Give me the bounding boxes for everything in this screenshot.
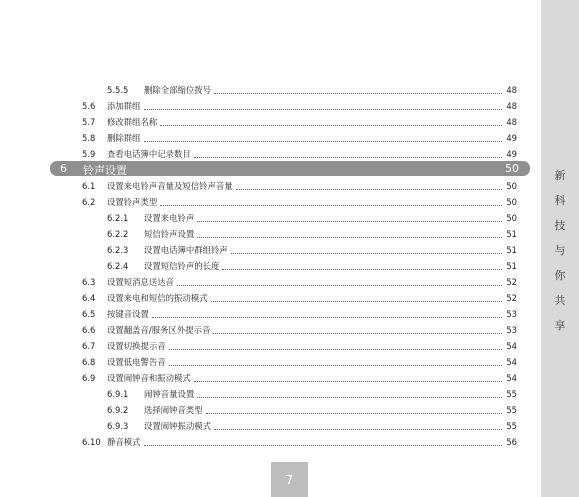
toc-entry[interactable] bbox=[82, 370, 517, 384]
side-char: 与 bbox=[554, 244, 566, 257]
toc-entry[interactable] bbox=[107, 386, 517, 400]
toc-entry[interactable] bbox=[82, 306, 517, 320]
toc-entry-number: 6.6 bbox=[82, 325, 96, 335]
toc-entry[interactable] bbox=[82, 114, 517, 128]
leader-dots bbox=[211, 300, 503, 302]
leader-dots bbox=[231, 252, 502, 254]
toc-entry-number: 5.6 bbox=[82, 101, 96, 111]
toc-entry-page: 56 bbox=[506, 437, 517, 447]
toc-entry-title: 按键音设置 bbox=[107, 309, 149, 319]
leader-dots bbox=[214, 92, 502, 94]
leader-dots bbox=[197, 220, 502, 222]
side-char: 享 bbox=[554, 319, 566, 332]
toc-entry-page: 49 bbox=[506, 133, 517, 143]
toc-entry[interactable] bbox=[107, 82, 517, 96]
toc-entry-title: 添加群组 bbox=[107, 101, 141, 111]
toc-entry-page: 55 bbox=[506, 389, 517, 399]
toc-entry-number: 6.9 bbox=[82, 373, 96, 383]
toc-entry-title: 设置来电铃声 bbox=[144, 213, 195, 223]
toc-entry-number: 6.9.2 bbox=[107, 405, 129, 415]
toc-entry-number: 6.9.3 bbox=[107, 421, 129, 431]
toc-entry-title: 设置铃声类型 bbox=[107, 197, 158, 207]
toc-entry-page: 50 bbox=[506, 213, 517, 223]
side-char: 技 bbox=[554, 219, 566, 232]
toc-entry-title: 设置电话簿中群组铃声 bbox=[144, 245, 228, 255]
toc-entry-page: 48 bbox=[506, 117, 517, 127]
toc-entry-title: 短信铃声设置 bbox=[144, 229, 195, 239]
side-bar bbox=[541, 0, 579, 497]
toc-entry-number: 5.5.5 bbox=[107, 85, 129, 95]
toc-entry-number: 6.2.1 bbox=[107, 213, 129, 223]
toc-entry-title: 修改群组名称 bbox=[107, 117, 158, 127]
toc-entry[interactable] bbox=[107, 226, 517, 240]
toc-entry-number: 6.5 bbox=[82, 309, 96, 319]
toc-entry[interactable] bbox=[82, 98, 517, 112]
toc-entry-title: 设置切换提示音 bbox=[107, 341, 166, 351]
toc-entry-page: 50 bbox=[506, 181, 517, 191]
toc-entry[interactable] bbox=[82, 290, 517, 304]
toc-entry[interactable] bbox=[107, 418, 517, 432]
toc-entry-title: 设置翻盖音/服务区外提示音 bbox=[107, 325, 211, 335]
leader-dots bbox=[197, 396, 502, 398]
toc-entry[interactable] bbox=[82, 274, 517, 288]
toc-entry-number: 6.10 bbox=[82, 437, 101, 447]
leader-dots bbox=[144, 444, 503, 446]
toc-entry-title: 设置来电铃声音量及短信铃声音量 bbox=[107, 181, 233, 191]
leader-dots bbox=[197, 236, 502, 238]
side-char: 你 bbox=[554, 269, 566, 282]
toc-entry-page: 48 bbox=[506, 101, 517, 111]
toc-entry-page: 53 bbox=[506, 325, 517, 335]
toc-entry-number: 6.2.3 bbox=[107, 245, 129, 255]
leader-dots bbox=[214, 428, 502, 430]
chapter-heading-bar[interactable] bbox=[50, 161, 530, 176]
chapter-page: 50 bbox=[505, 162, 519, 175]
leader-dots bbox=[194, 156, 502, 158]
toc-entry-page: 55 bbox=[506, 421, 517, 431]
page-number-box bbox=[271, 462, 308, 497]
toc-entry-number: 6.2.4 bbox=[107, 261, 129, 271]
toc-entry-page: 55 bbox=[506, 405, 517, 415]
toc-entry[interactable] bbox=[82, 130, 517, 144]
side-char: 共 bbox=[554, 294, 566, 307]
toc-entry-number: 6.8 bbox=[82, 357, 96, 367]
toc-entry-number: 5.8 bbox=[82, 133, 96, 143]
toc-entry-title: 删除全部缩位拨号 bbox=[144, 85, 211, 95]
leader-dots bbox=[160, 204, 502, 206]
toc-entry[interactable] bbox=[82, 434, 517, 448]
toc-entry-title: 设置低电警告音 bbox=[107, 357, 166, 367]
toc-entry-title: 设置短信铃声的长度 bbox=[144, 261, 220, 271]
toc-entry-page: 51 bbox=[506, 245, 517, 255]
toc-entry-title: 设置短消息送达音 bbox=[107, 277, 174, 287]
toc-entry-number: 6.2 bbox=[82, 197, 96, 207]
leader-dots bbox=[169, 348, 502, 350]
toc-entry-page: 49 bbox=[506, 149, 517, 159]
toc-entry-number: 6.9.1 bbox=[107, 389, 129, 399]
toc-entry-page: 51 bbox=[506, 261, 517, 271]
toc-entry-number: 6.7 bbox=[82, 341, 96, 351]
toc-entry[interactable] bbox=[82, 194, 517, 208]
leader-dots bbox=[222, 268, 502, 270]
toc-entry[interactable] bbox=[107, 402, 517, 416]
toc-entry-number: 6.3 bbox=[82, 277, 96, 287]
toc-entry-page: 48 bbox=[506, 85, 517, 95]
toc-entry-page: 50 bbox=[506, 197, 517, 207]
toc-entry-page: 52 bbox=[506, 293, 517, 303]
toc-entry[interactable] bbox=[82, 338, 517, 352]
toc-entry-page: 54 bbox=[506, 357, 517, 367]
toc-entry[interactable] bbox=[82, 178, 517, 192]
toc-entry[interactable] bbox=[107, 258, 517, 272]
toc-entry-title: 设置来电和短信的振动模式 bbox=[107, 293, 208, 303]
toc-entry-page: 54 bbox=[506, 341, 517, 351]
side-char: 科 bbox=[554, 194, 566, 207]
toc-entry-number: 5.7 bbox=[82, 117, 96, 127]
leader-dots bbox=[152, 316, 502, 318]
toc-entry-title: 选择闹钟音类型 bbox=[144, 405, 203, 415]
toc-entry[interactable] bbox=[107, 210, 517, 224]
toc-entry-page: 53 bbox=[506, 309, 517, 319]
leader-dots bbox=[160, 124, 502, 126]
chapter-number: 6 bbox=[60, 162, 67, 175]
toc-entry-number: 6.1 bbox=[82, 181, 96, 191]
leader-dots bbox=[169, 364, 502, 366]
side-char: 新 bbox=[554, 169, 566, 182]
toc-entry-page: 54 bbox=[506, 373, 517, 383]
toc-entry[interactable] bbox=[82, 354, 517, 368]
toc-entry-number: 5.9 bbox=[82, 149, 96, 159]
page-number: 7 bbox=[285, 472, 294, 487]
chapter-title: 铃声设置 bbox=[83, 164, 127, 177]
toc-entry-number: 6.4 bbox=[82, 293, 96, 303]
toc-entry-title: 静音模式 bbox=[107, 437, 141, 447]
toc-entry-title: 设置闹钟音和振动模式 bbox=[107, 373, 191, 383]
toc-entry-title: 设置闹钟振动模式 bbox=[144, 421, 211, 431]
leader-dots bbox=[206, 412, 502, 414]
toc-entry-title: 删除群组 bbox=[107, 133, 141, 143]
leader-dots bbox=[144, 108, 503, 110]
toc-entry[interactable] bbox=[82, 322, 517, 336]
toc-entry[interactable] bbox=[107, 242, 517, 256]
toc-entry-number: 6.2.2 bbox=[107, 229, 129, 239]
leader-dots bbox=[144, 140, 503, 142]
toc-entry-page: 51 bbox=[506, 229, 517, 239]
toc-entry-title: 查看电话簿中记录数目 bbox=[107, 149, 191, 159]
leader-dots bbox=[177, 284, 502, 286]
toc-entry-page: 52 bbox=[506, 277, 517, 287]
toc-entry[interactable] bbox=[82, 146, 517, 160]
leader-dots bbox=[236, 188, 502, 190]
toc-entry-title: 闹钟音量设置 bbox=[144, 389, 195, 399]
leader-dots bbox=[213, 332, 502, 334]
leader-dots bbox=[194, 380, 502, 382]
